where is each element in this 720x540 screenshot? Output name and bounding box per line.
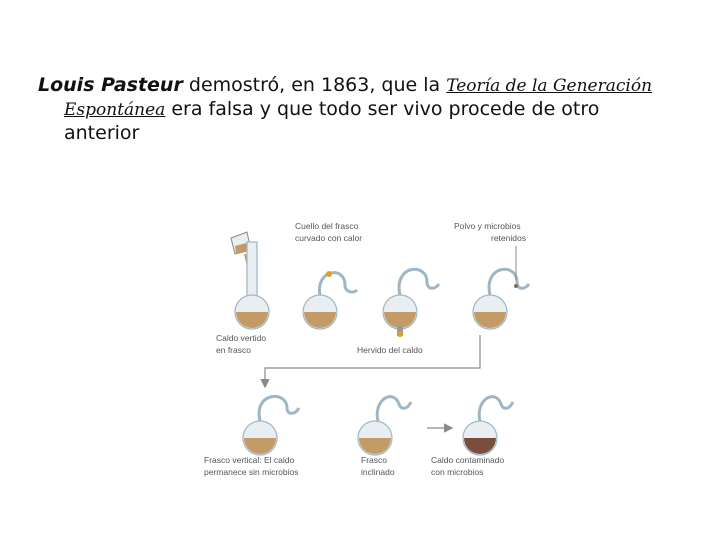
text-line-2	[38, 98, 678, 122]
theory-name-a: Teoría de la Generación	[446, 76, 653, 96]
flask-curved-neck-boiling	[383, 269, 439, 337]
author-name: Louis Pasteur	[38, 74, 183, 96]
label-broth-1: Caldo vertido	[216, 333, 267, 343]
label-dust-1: Polvo y microbios	[454, 221, 521, 231]
label-dust-2: retenidos	[491, 233, 526, 243]
label-neck-1: Cuello del frasco	[295, 221, 359, 231]
flask-straight-neck	[235, 242, 269, 329]
flame-icon	[326, 271, 332, 277]
flask-dust-trap	[473, 269, 529, 329]
text-line-3	[38, 122, 678, 145]
text-part-3: anterior	[64, 122, 140, 144]
label-contam-1: Caldo contaminado	[431, 455, 505, 465]
pasteur-experiment-diagram	[195, 210, 555, 490]
label-boil: Hervido del caldo	[357, 345, 423, 355]
theory-name-b: Espontánea	[64, 100, 166, 120]
text-line-1	[38, 74, 678, 98]
label-tilted-2: inclinado	[361, 467, 395, 477]
flask-vertical	[243, 396, 299, 455]
label-broth-2: en frasco	[216, 345, 251, 355]
flow-arrow	[265, 335, 480, 386]
label-vertical-1: Frasco vertical: El caldo	[204, 455, 295, 465]
label-contam-2: con microbios	[431, 467, 484, 477]
label-tilted-1: Frasco	[361, 455, 387, 465]
flask-tilted	[358, 397, 411, 455]
label-vertical-2: permanece sin microbios	[204, 467, 299, 477]
text-part-2: era falsa y que todo ser vivo procede de otro	[165, 98, 600, 120]
flask-contaminated	[463, 397, 513, 455]
burner-flame-icon	[397, 331, 403, 337]
slide-text	[38, 74, 678, 145]
label-neck-2: curvado con calor	[295, 233, 363, 243]
flask-heating-neck	[303, 271, 357, 329]
text-part-1: demostró, en 1863, que la	[182, 74, 447, 96]
